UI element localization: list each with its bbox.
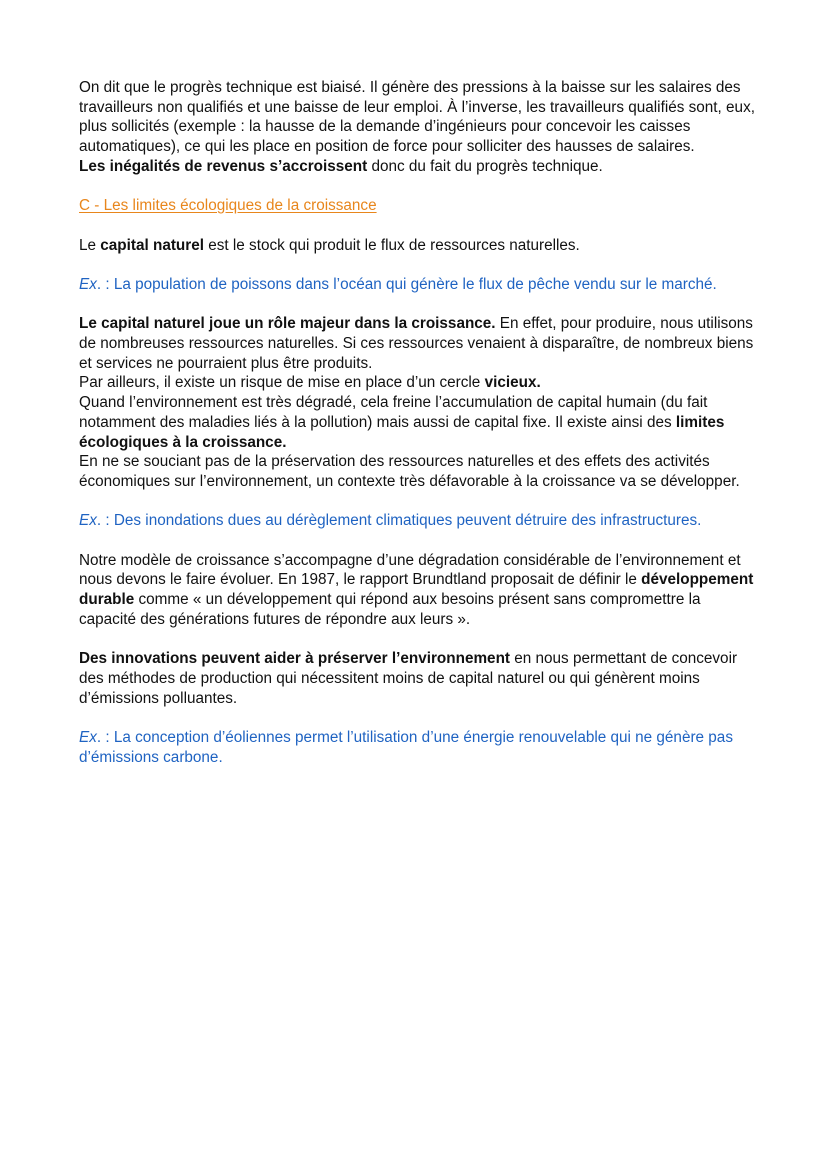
section-heading: C - Les limites écologiques de la croissance — [79, 197, 377, 215]
intro-paragraph — [79, 78, 759, 177]
inequality-rest: donc du fait du progrès technique. — [367, 157, 603, 175]
natural-capital-definition — [79, 236, 759, 256]
example-wind — [79, 728, 759, 767]
model-text: Notre modèle de croissance s’accompagne d’une dégradation considérable de l’environnement et nous devons le faire évoluer. En 1987, le rapport Brundtland proposait de définir le — [79, 551, 741, 589]
inequality-bold: Les inégalités de revenus s’accroissent — [79, 157, 368, 175]
model-paragraph — [79, 551, 759, 630]
role-bold: Le capital naturel joue un rôle majeur dans la croissance. — [79, 315, 496, 333]
definition-prefix: Le — [79, 236, 101, 254]
intro-text: On dit que le progrès technique est biaisé. Il génère des pressions à la baisse sur les salaires des travailleurs non qualifiés et une baisse de leur emploi. À l’inverse, les travailleurs qualifiés sont, eux, plus sollicités (exemple : la hausse de la demande d’ingénieurs pour concevoir les caisses automatiques), ce qui les place en position de force pour solliciter des hausses de salaires. — [79, 79, 755, 156]
model-definition: comme « un développement qui répond aux besoins présent sans compromettre la capacité des générations futures de répondre aux leurs ». — [79, 591, 701, 628]
preservation-text: En ne se souciant pas de la préservation des ressources naturelles et des effets des activités économiques sur l’environnement, un contexte très défavorable à la croissance va se développer. — [79, 453, 740, 490]
innovation-text: en nous permettant de concevoir des méthodes de production qui nécessitent moins de capital naturel ou qui génèrent moins d’émissions polluantes. — [79, 650, 738, 707]
example-label: Ex — [79, 275, 97, 293]
role-text: En effet, pour produire, nous utilisons de nombreuses ressources naturelles. Si ces ressources venaient à disparaître, de nombreux biens et services ne pourraient plus être produits. — [79, 315, 754, 372]
vicious-bold: vicieux. — [484, 374, 541, 392]
environment-text: Quand l’environnement est très dégradé, cela freine l’accumulation de capital humain (du fait notamment des maladies liés à la pollution) mais aussi de capital fixe. Il existe ainsi des — [79, 394, 708, 431]
innovation-paragraph — [79, 649, 759, 708]
example-text: . : Des inondations dues au dérèglement climatiques peuvent détruire des infrastructures. — [96, 512, 702, 530]
example-text: . : La conception d’éoliennes permet l’utilisation d’une énergie renouvelable qui ne génère pas d’émissions carbone. — [79, 729, 733, 766]
example-label: Ex — [79, 512, 97, 530]
innovation-bold: Des innovations peuvent aider à préserver l’environnement — [79, 650, 511, 668]
example-floods — [79, 511, 759, 531]
definition-text: est le stock qui produit le flux de ressources naturelles. — [203, 236, 580, 254]
example-text: . : La population de poissons dans l’océan qui génère le flux de pêche vendu sur le marché. — [96, 275, 717, 293]
document-page — [79, 78, 759, 767]
sustainable-development-bold: développement durable — [79, 571, 754, 609]
vicious-text: Par ailleurs, il existe un risque de mise en place d’un cercle — [79, 374, 485, 392]
environment-bold: limites écologiques à la croissance. — [79, 413, 725, 451]
example-fish — [79, 275, 759, 295]
example-label: Ex — [79, 729, 97, 747]
definition-term: capital naturel — [100, 236, 204, 254]
role-paragraph — [79, 314, 759, 491]
